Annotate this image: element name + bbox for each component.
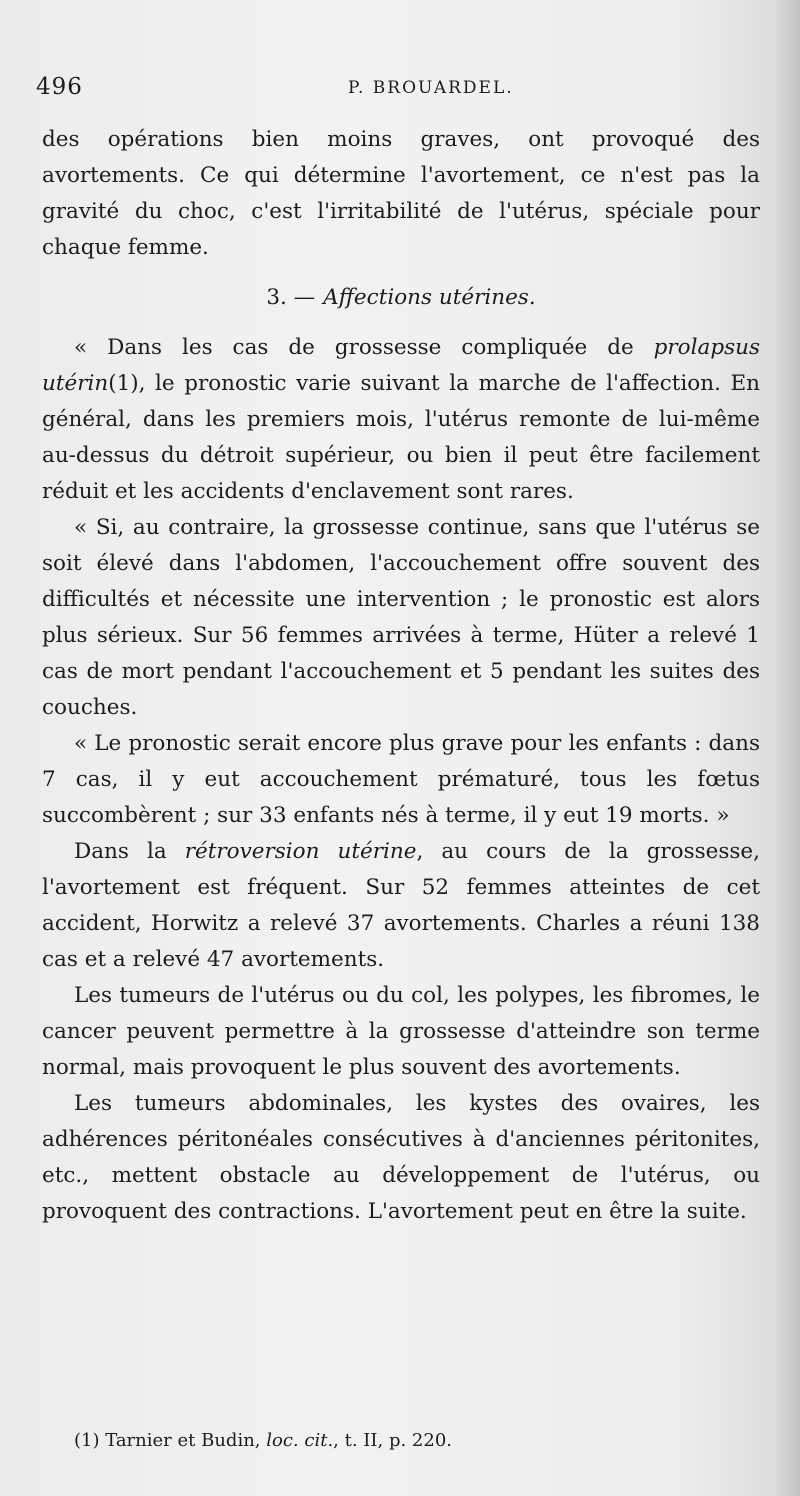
paragraph-5-start: Dans la [74, 839, 185, 864]
running-head: P. BROUARDEL. [348, 78, 514, 98]
footnote [74, 1428, 764, 1454]
section-heading: Affections utérines. [323, 285, 536, 310]
section-title [42, 280, 760, 316]
footnote-start: Tarnier et Budin, [99, 1430, 267, 1451]
paragraph-2-italic: prolapsus utérin [42, 335, 760, 396]
body-text [42, 122, 760, 1230]
paragraph-7: Les tumeurs abdominales, les kystes des ovaires, les adhérences péritonéales consécutives à d'anciennes péritonites, etc., mettent obstacle au développement de l'utérus, ou provoquent des contractions. L'avortement peut en être la suite. [42, 1091, 760, 1224]
paragraph-2-end: (1), le pronostic varie suivant la marche de l'affection. En général, dans les premiers mois, l'utérus remonte de lui-même au-dessus du détroit supérieur, ou bien il peut être facilement réduit et les accidents d'enclavement sont rares. [42, 371, 760, 504]
paragraph-1: des opérations bien moins graves, ont provoqué des avortements. Ce qui détermine l'avortement, ce n'est pas la gravité du choc, c'est l'irritabilité de l'utérus, spéciale pour chaque femme. [42, 127, 760, 260]
footnote-marker: (1) [74, 1430, 100, 1451]
paragraph-3: « Si, au contraire, la grossesse continue, sans que l'utérus se soit élevé dans l'abdomen, l'accouchement offre souvent des difficultés et nécessite une intervention ; le pronostic est alors plus sérieux. Sur 56 femmes arrivées à terme, Hüter a relevé 1 cas de mort pendant l'accouchement et 5 pendant les suites des couches. [42, 515, 760, 720]
footnote-end: , t. II, p. 220. [333, 1430, 452, 1451]
footnote-italic: loc. cit. [266, 1430, 334, 1451]
page-edge-shadow [774, 0, 800, 1496]
paragraph-2 [42, 330, 760, 510]
paragraph-5 [42, 834, 760, 978]
paragraph-5-italic: rétroversion utérine [184, 839, 417, 864]
page-number: 496 [36, 74, 83, 100]
paragraph-6: Les tumeurs de l'utérus ou du col, les polypes, les fibromes, le cancer peuvent permettre à la grossesse d'atteindre son terme normal, mais provoquent le plus souvent des avortements. [42, 983, 760, 1080]
section-number: 3. — [266, 285, 316, 310]
paragraph-4: « Le pronostic serait encore plus grave pour les enfants : dans 7 cas, il y eut accouchement prématuré, tous les fœtus succombèrent ; sur 33 enfants nés à terme, il y eut 19 morts. » [42, 731, 760, 828]
paragraph-5-end: , au cours de la grossesse, l'avortement est fréquent. Sur 52 femmes atteintes de cet accident, Horwitz a relevé 37 avortements. Charles a réuni 138 cas et a relevé 47 avortements. [42, 839, 760, 972]
page-header [36, 70, 756, 110]
paragraph-2-start: « Dans les cas de grossesse compliquée de [74, 335, 654, 360]
